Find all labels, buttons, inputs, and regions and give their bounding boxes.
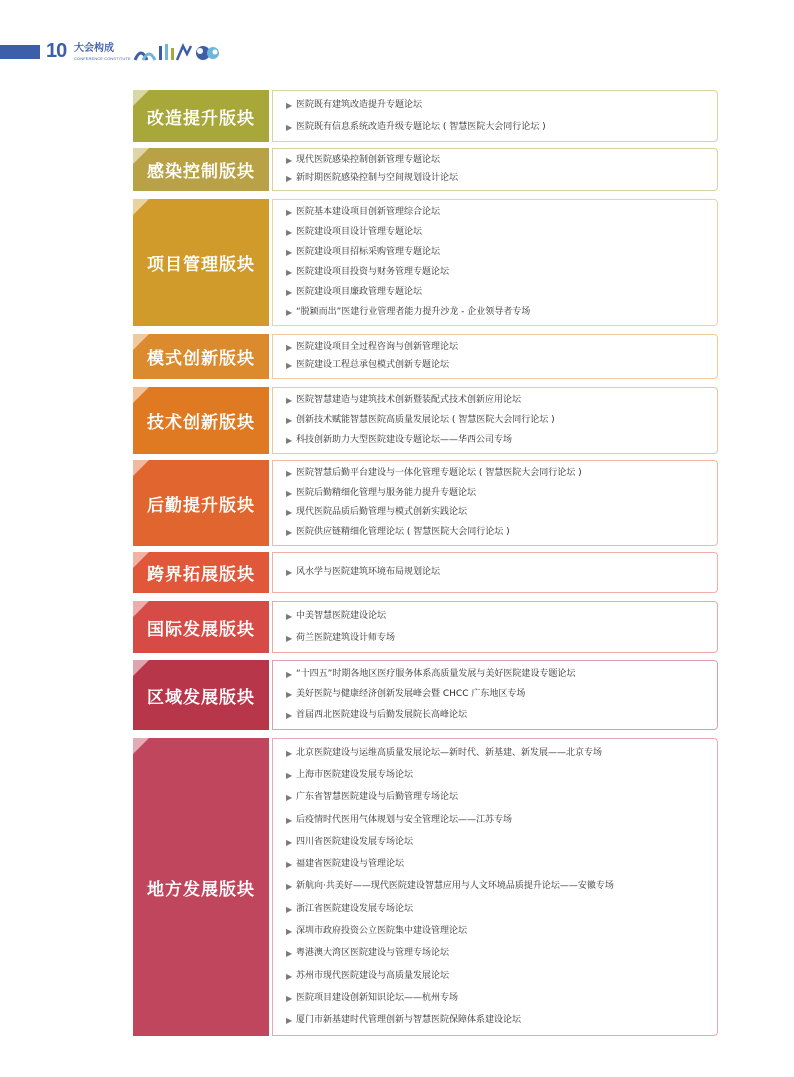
bullet-arrow-icon: ▶ [286, 342, 293, 352]
forum-list-item [273, 609, 717, 624]
block-label-text: 跨界拓展版块 [147, 565, 255, 585]
forum-title: 北京医院建设与运维高质量发展论坛—新时代、新基建、新发展——北京专场 [296, 747, 603, 758]
forum-title: 现代医院感染控制创新管理专题论坛 [296, 155, 441, 166]
forum-list-item [273, 746, 717, 761]
forum-list-item [273, 879, 717, 894]
forum-list-item [273, 98, 717, 113]
forum-list-item [273, 265, 717, 280]
bullet-arrow-icon: ▶ [286, 690, 293, 700]
bullet-arrow-icon: ▶ [286, 527, 293, 537]
forum-list [272, 552, 718, 593]
forum-list-item [273, 857, 717, 872]
forum-title: 福建省医院建设与管理论坛 [296, 859, 405, 870]
forum-block [133, 601, 718, 653]
forum-list [272, 460, 718, 546]
corner-triangle-icon [133, 199, 149, 215]
forum-list-item [273, 687, 717, 702]
forum-block [133, 90, 718, 142]
forum-title: 深圳市政府投资公立医院集中建设管理论坛 [296, 926, 468, 937]
forum-list [272, 334, 718, 379]
bullet-arrow-icon: ▶ [286, 361, 293, 371]
forum-block [133, 738, 718, 1036]
bullet-arrow-icon: ▶ [286, 508, 293, 518]
forum-title: 新时期医院感染控制与空间规划设计论坛 [296, 172, 459, 183]
forum-list-item [273, 505, 717, 520]
conference-logo-icon [133, 40, 225, 64]
forum-list-item [273, 790, 717, 805]
corner-triangle-icon [133, 601, 149, 617]
block-label [133, 738, 269, 1036]
bullet-arrow-icon: ▶ [286, 770, 293, 780]
block-label [133, 334, 269, 379]
forum-list-item [273, 153, 717, 168]
block-label-text: 国际发展版块 [147, 619, 255, 640]
bullet-arrow-icon: ▶ [286, 860, 293, 870]
forum-list-item [273, 305, 717, 320]
forum-list-item [273, 245, 717, 260]
block-label [133, 660, 269, 730]
block-label [133, 90, 269, 142]
forum-list-item [273, 813, 717, 828]
block-label [133, 199, 269, 326]
forum-list-item [273, 1013, 717, 1028]
forum-list [272, 601, 718, 653]
forum-title: 新航向·共美好——现代医院建设智慧应用与人文环境品质提升论坛——安徽专场 [296, 881, 614, 892]
block-label-text: 后勤提升版块 [147, 495, 255, 516]
forum-list-item [273, 466, 717, 481]
forum-title: 首届西北医院建设与后勤发展院长高峰论坛 [296, 710, 468, 721]
forum-list [272, 738, 718, 1036]
forum-list-item [273, 393, 717, 408]
bullet-arrow-icon: ▶ [286, 122, 293, 132]
block-label [133, 552, 269, 593]
bullet-arrow-icon: ▶ [286, 633, 293, 643]
bullet-arrow-icon: ▶ [286, 267, 293, 277]
forum-title: 风水学与医院建筑环境布局规划论坛 [296, 567, 441, 577]
forum-list-item [273, 708, 717, 723]
corner-triangle-icon [133, 738, 149, 754]
bullet-arrow-icon: ▶ [286, 927, 293, 937]
forum-title: 医院建设项目投资与财务管理专题论坛 [296, 266, 450, 277]
bullet-arrow-icon: ▶ [286, 837, 293, 847]
forum-title: 医院建设工程总承包模式创新专题论坛 [296, 360, 450, 371]
corner-triangle-icon [133, 387, 149, 403]
forum-title: 上海市医院建设发展专场论坛 [296, 769, 414, 780]
forum-title: 广东省智慧医院建设与后勤管理专场论坛 [296, 792, 459, 803]
forum-list-item [273, 413, 717, 428]
bullet-arrow-icon: ▶ [286, 488, 293, 498]
block-label [133, 148, 269, 191]
bullet-arrow-icon: ▶ [286, 396, 293, 406]
page-number: 10 [46, 40, 67, 62]
bullet-arrow-icon: ▶ [286, 228, 293, 238]
forum-title: 中美智慧医院建设论坛 [296, 610, 387, 621]
forum-block [133, 148, 718, 191]
forum-title: 厦门市新基建时代管理创新与智慧医院保障体系建设论坛 [296, 1015, 522, 1026]
forum-title: “脱颖而出”医建行业管理者能力提升沙龙 - 企业领导者专场 [296, 306, 531, 317]
forum-title: 医院智慧建造与建筑技术创新暨装配式技术创新应用论坛 [296, 395, 522, 406]
bullet-arrow-icon: ▶ [286, 435, 293, 445]
forum-list-item [273, 768, 717, 783]
block-label-text: 区域发展版块 [147, 687, 255, 708]
forum-title: 现代医院品质后勤管理与模式创新实践论坛 [296, 507, 468, 518]
bullet-arrow-icon: ▶ [286, 669, 293, 679]
bullet-arrow-icon: ▶ [286, 882, 293, 892]
section-subtitle: CONFERENCE CONSTITUTE [74, 56, 131, 61]
forum-list-item [273, 486, 717, 501]
forum-list-item [273, 285, 717, 300]
forum-list-item [273, 631, 717, 646]
forum-title: 科技创新助力大型医院建设专题论坛——华西公司专场 [296, 434, 513, 445]
forum-title: “十四五”时期各地区医疗服务体系高质量发展与美好医院建设专题论坛 [296, 668, 576, 679]
forum-list-item [273, 225, 717, 240]
forum-title: 后疫情时代医用气体规划与安全管理论坛——江苏专场 [296, 814, 513, 825]
forum-list [272, 660, 718, 730]
bullet-arrow-icon: ▶ [286, 711, 293, 721]
bullet-arrow-icon: ▶ [286, 469, 293, 479]
bullet-arrow-icon: ▶ [286, 748, 293, 758]
forum-title: 医院建设项目招标采购管理专题论坛 [296, 247, 441, 258]
forum-list-item [273, 946, 717, 961]
forum-list-item [273, 835, 717, 850]
forum-list-item [273, 171, 717, 186]
forum-title: 医院供应链精细化管理论坛 ( 智慧医院大会同行论坛 ) [296, 526, 510, 537]
block-label [133, 387, 269, 454]
forum-title: 苏州市现代医院建设与高质量发展论坛 [296, 970, 450, 981]
forum-title: 荷兰医院建筑设计师专场 [296, 632, 396, 643]
bullet-arrow-icon: ▶ [286, 949, 293, 959]
forum-title: 医院项目建设创新知识论坛——杭州专场 [296, 992, 459, 1003]
corner-triangle-icon [133, 148, 149, 164]
corner-triangle-icon [133, 460, 149, 476]
bullet-arrow-icon: ▶ [286, 611, 293, 621]
forum-list-item [273, 358, 717, 373]
block-label [133, 460, 269, 546]
forum-list [272, 199, 718, 326]
bullet-arrow-icon: ▶ [286, 793, 293, 803]
bullet-arrow-icon: ▶ [286, 156, 293, 166]
forum-title: 美好医院与健康经济创新发展峰会暨 CHCC 广东地区专场 [296, 689, 526, 700]
bullet-arrow-icon: ▶ [286, 415, 293, 425]
bullet-arrow-icon: ▶ [286, 208, 293, 218]
forum-list-item [273, 205, 717, 220]
forum-title: 浙江省医院建设发展专场论坛 [296, 903, 414, 914]
forum-title: 医院基本建设项目创新管理综合论坛 [296, 207, 441, 218]
forum-title: 医院既有建筑改造提升专题论坛 [296, 99, 423, 110]
forum-block [133, 660, 718, 730]
bullet-arrow-icon: ▶ [286, 1016, 293, 1026]
forum-title: 粤港澳大湾区医院建设与管理专场论坛 [296, 948, 450, 959]
corner-triangle-icon [133, 660, 149, 676]
forum-list-item [273, 902, 717, 917]
forum-list-item [273, 991, 717, 1006]
forum-block [133, 334, 718, 379]
bullet-arrow-icon: ▶ [286, 173, 293, 183]
forum-list [272, 90, 718, 142]
block-label-text: 改造提升版块 [147, 108, 255, 129]
forum-list-item [273, 433, 717, 448]
block-label-text: 项目管理版块 [147, 255, 255, 275]
bullet-arrow-icon: ▶ [286, 568, 293, 577]
bullet-arrow-icon: ▶ [286, 904, 293, 914]
forum-list [272, 387, 718, 454]
bullet-arrow-icon: ▶ [286, 248, 293, 258]
forum-block [133, 199, 718, 326]
forum-title: 创新技术赋能智慧医院高质量发展论坛 ( 智慧医院大会同行论坛 ) [296, 414, 555, 425]
forum-list-item [273, 969, 717, 984]
forum-title: 医院既有信息系统改造升级专题论坛 ( 智慧医院大会同行论坛 ) [296, 121, 546, 132]
forum-block [133, 460, 718, 546]
block-label-text: 感染控制版块 [147, 162, 255, 182]
bullet-arrow-icon: ▶ [286, 971, 293, 981]
forum-list-item [273, 525, 717, 540]
forum-block [133, 387, 718, 454]
corner-triangle-icon [133, 90, 149, 106]
bullet-arrow-icon: ▶ [286, 815, 293, 825]
forum-title: 医院建设项目廉政管理专题论坛 [296, 286, 423, 297]
forum-title: 医院智慧后勤平台建设与一体化管理专题论坛 ( 智慧医院大会同行论坛 ) [296, 468, 582, 479]
corner-triangle-icon [133, 552, 149, 568]
bullet-arrow-icon: ▶ [286, 100, 293, 110]
bullet-arrow-icon: ▶ [286, 307, 293, 317]
forum-list-item [273, 340, 717, 355]
header-accent-bar [0, 45, 40, 59]
forum-list [272, 148, 718, 191]
forum-list-item [273, 924, 717, 939]
forum-list-item [273, 120, 717, 135]
forum-list-item [273, 667, 717, 682]
corner-triangle-icon [133, 334, 149, 350]
forum-block [133, 552, 718, 593]
bullet-arrow-icon: ▶ [286, 287, 293, 297]
block-label-text: 技术创新版块 [147, 413, 255, 433]
block-label-text: 地方发展版块 [147, 879, 255, 900]
forum-title: 医院建设项目全过程咨询与创新管理论坛 [296, 341, 459, 352]
block-label [133, 601, 269, 653]
forum-list-item [273, 565, 717, 580]
forum-title: 四川省医院建设发展专场论坛 [296, 836, 414, 847]
forum-title: 医院建设项目设计管理专题论坛 [296, 227, 423, 238]
block-label-text: 模式创新版块 [147, 349, 255, 369]
forum-title: 医院后勤精细化管理与服务能力提升专题论坛 [296, 487, 477, 498]
section-title: 大会构成 [74, 43, 114, 54]
bullet-arrow-icon: ▶ [286, 993, 293, 1003]
